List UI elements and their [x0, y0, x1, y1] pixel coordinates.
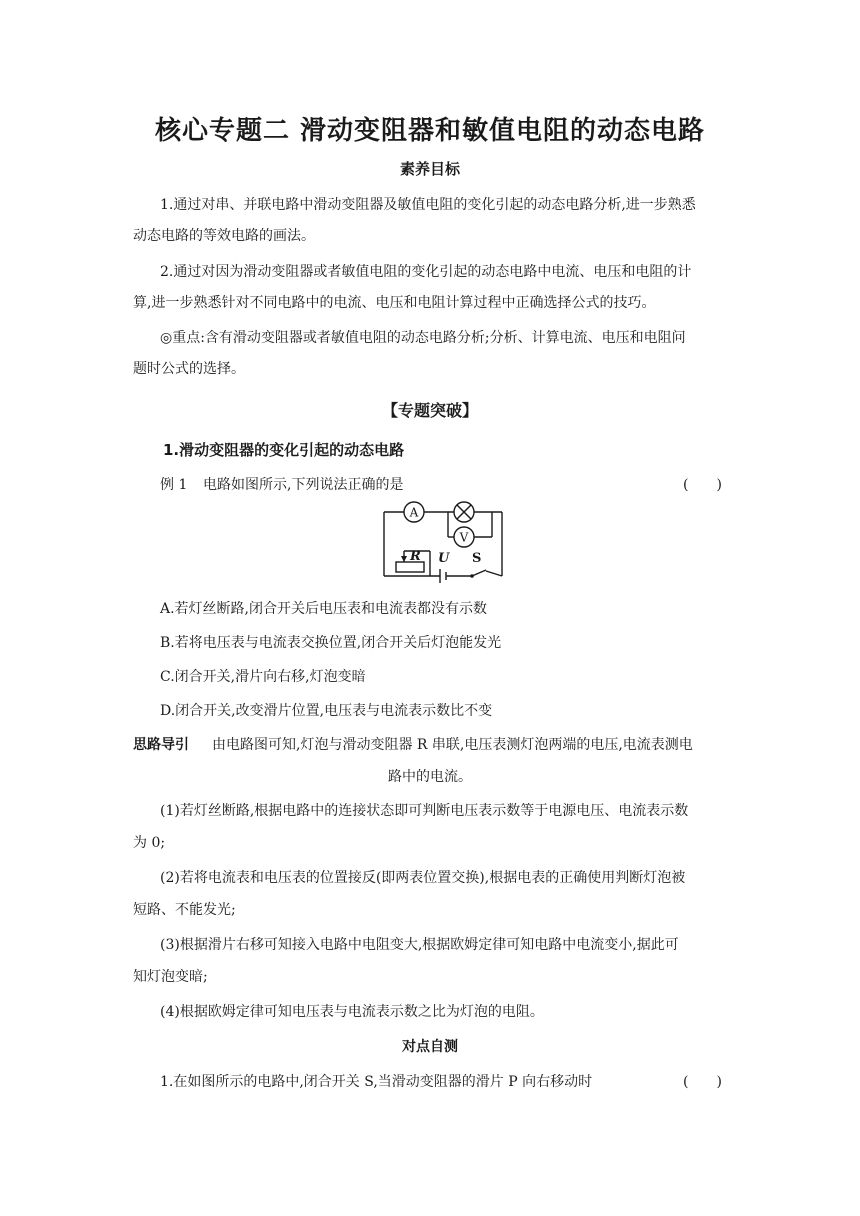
section-1-heading: 1.滑动变阻器的变化引起的动态电路	[163, 441, 405, 459]
option-d: D.闭合开关,改变滑片位置,电压表与电流表示数比不变	[160, 703, 493, 719]
option-c: C.闭合开关,滑片向右移,灯泡变暗	[160, 669, 366, 685]
analysis-2-line-2: 短路、不能发光;	[133, 902, 236, 918]
option-a: A.若灯丝断路,闭合开关后电压表和电流表都没有示数	[160, 601, 488, 617]
analysis-1-line-2: 为 0;	[133, 835, 166, 851]
goal-2-line-2: 算,进一步熟悉针对不同电路中的电流、电压和电阻计算过程中正确选择公式的技巧。	[133, 295, 656, 311]
goal-1-line-2: 动态电路的等效电路的画法。	[133, 228, 315, 244]
example-1-label: 例 1	[160, 477, 188, 493]
source-label: U	[438, 551, 450, 566]
example-1-stem: 电路如图所示,下列说法正确的是	[203, 477, 404, 493]
goal-1-line-1: 1.通过对串、并联电路中滑动变阻器及敏值电阻的变化引起的动态电路分析,进一步熟悉	[160, 197, 696, 213]
key-point-line-1: ◎重点:含有滑动变阻器或者敏值电阻的动态电路分析;分析、计算电流、电压和电阻问	[160, 330, 686, 346]
page-title: 核心专题二 滑动变阻器和敏值电阻的动态电路	[154, 116, 706, 146]
guide-line-2: 路中的电流。	[388, 769, 472, 785]
question-1-stem: 1.在如图所示的电路中,闭合开关 S,当滑动变阻器的滑片 P 向右移动时	[160, 1074, 593, 1090]
answer-parentheses: ( )	[683, 477, 722, 493]
goal-2-line-1: 2.通过对因为滑动变阻器或者敏值电阻的变化引起的动态电路中电流、电压和电阻的计	[160, 264, 692, 280]
circuit-diagram	[380, 500, 510, 584]
analysis-3-line-1: (3)根据滑片右移可知接入电路中电阻变大,根据欧姆定律可知电路中电流变小,据此可	[160, 937, 679, 953]
analysis-4-line-1: (4)根据欧姆定律可知电压表与电流表示数之比为灯泡的电阻。	[160, 1004, 544, 1020]
option-b: B.若将电压表与电流表交换位置,闭合开关后灯泡能发光	[160, 635, 502, 651]
voltmeter-label: V	[459, 530, 469, 545]
key-point-line-2: 题时公式的选择。	[133, 361, 245, 377]
ammeter-label: A	[409, 505, 419, 520]
slider-arrow-icon	[401, 556, 407, 562]
question-1-parentheses: ( )	[683, 1074, 722, 1090]
analysis-2-line-1: (2)若将电流表和电压表的位置接反(即两表位置交换),根据电表的正确使用判断灯泡被	[160, 870, 686, 886]
breakthrough-heading: 【专题突破】	[381, 401, 478, 420]
analysis-3-line-2: 知灯泡变暗;	[133, 969, 208, 985]
guide-line-1: 由电路图可知,灯泡与滑动变阻器 R 串联,电压表测灯泡两端的电压,电流表测电	[212, 737, 693, 753]
analysis-1-line-1: (1)若灯丝断路,根据电路中的连接状态即可判断电压表示数等于电源电压、电流表示数	[160, 803, 689, 819]
resistor-label: R	[410, 549, 421, 564]
switch-label: S	[472, 551, 482, 566]
self-test-heading: 对点自测	[402, 1039, 458, 1055]
literacy-heading: 素养目标	[399, 160, 460, 178]
guide-label: 思路导引	[133, 737, 189, 753]
